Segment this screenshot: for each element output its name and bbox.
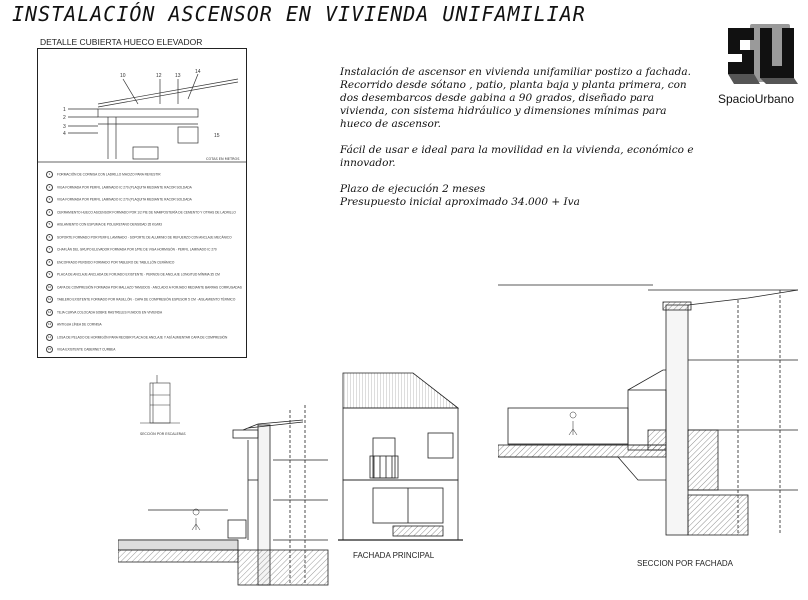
svg-text:13: 13 xyxy=(175,73,181,79)
legend-item xyxy=(46,284,242,291)
legend-item-text: VIGA FORMADA POR PERFIL LAMINADO IC 270 (PLAQUITA MEDIANTE RACOR SOLDADA xyxy=(57,184,192,189)
legend-item xyxy=(46,271,220,278)
legend-item-text: TABLERO EXISTENTE FORMADO POR RASILLÓN · CAPA DE COMPRESIÓN ESPESOR 5 CM · AISLAMIENTO TÉRMICO xyxy=(57,297,236,302)
description-deadline: Plazo de ejecución 2 meses xyxy=(340,183,486,195)
detail-panel xyxy=(37,48,247,358)
description-paragraph-1: Instalación de ascensor en vivienda unifamiliar postizo a fachada. Recorrido desde sótano , patio, planta baja y planta primera, con dos desembarcos desde gabina a 90 grados, diseñado para vivienda, con sistema hidráulico y dimensiones mínimas para hueco de ascensor. xyxy=(340,66,691,130)
legend-item xyxy=(46,221,162,228)
legend-item-text: PLACA DE ANCLAJE ANCLADA DE FORJADO EXISTENTE · PERNOS DE ANCLAJE LONGITUD MÍNIMA 35 CM xyxy=(57,272,220,277)
svg-text:4: 4 xyxy=(63,131,66,137)
legend-item-number: 13 xyxy=(47,322,52,326)
legend-item-number: 4 xyxy=(46,209,53,216)
svg-text:1: 1 xyxy=(63,107,66,113)
svg-text:2: 2 xyxy=(63,115,66,121)
legend-item-number: 8 xyxy=(46,259,53,266)
description-paragraph-2: Fácil de usar e ideal para la movilidad en la vivienda, económico e innovador. xyxy=(340,144,694,169)
left-section-drawing xyxy=(118,400,333,590)
legend-list xyxy=(38,167,246,357)
section-caption: SECCION POR FACHADA xyxy=(637,559,734,568)
legend-item-text: CERRAMIENTO HUECO ASCENSOR FORMADO POR 1/2 PIE DE MAMPOSTERÍA DE CEMENTO Y OTRAS DE LADRILLO xyxy=(57,209,236,214)
svg-text:12: 12 xyxy=(156,73,162,79)
legend-item xyxy=(46,334,227,341)
legend-item-number: 2 xyxy=(46,184,53,191)
legend-item-number: 11 xyxy=(47,297,52,301)
legend-item-text: VIGA EXISTENTE CABERNET CURBEA xyxy=(57,347,116,352)
legend-item-text: VIGA FORMADA POR PERFIL LAMINADO IC 270 (PLAQUITA MEDIANTE RACOR SOLDADA xyxy=(57,197,192,202)
page-title: INSTALACIÓN ASCENSOR EN VIVIENDA UNIFAMILIAR xyxy=(12,2,586,26)
legend-item-text: ENCOFRADO PERDIDO FORMADO POR TABLERO DE TABLILLÓN CERÁMICO xyxy=(57,259,175,264)
legend-item xyxy=(46,346,115,353)
legend-item xyxy=(46,184,192,191)
legend-item-text: FORMACIÓN DE CORNISA CON LADRILLO MACIZO PARA REVESTIR xyxy=(57,172,161,177)
legend-item-number: 14 xyxy=(47,334,52,339)
legend-item-number: 3 xyxy=(46,196,53,203)
svg-text:10: 10 xyxy=(120,73,126,79)
legend-item xyxy=(46,196,192,203)
svg-text:3: 3 xyxy=(63,124,66,130)
main-facade-drawing xyxy=(338,368,463,546)
legend-header: COTAS EN METROS xyxy=(206,157,240,161)
legend-item xyxy=(46,209,236,216)
detail-title: DETALLE CUBIERTA HUECO ELEVADOR xyxy=(40,37,203,47)
logo-text: SpacioUrbano xyxy=(718,92,795,106)
legend-item-number: 7 xyxy=(46,246,53,253)
legend-item-text: SOPORTE FORMADO POR PERFIL LAMINADO · SOPORTE DE ALUMINIO DE REFUERZO CON ANCLAJE MECÁNICO xyxy=(57,234,232,239)
legend-item-text: ANTIGUA LÍNEA DE CORNISA xyxy=(57,322,102,327)
description-budget: Presupuesto inicial aproximado 34.000 + Iva xyxy=(340,196,580,208)
legend-item-text: CAPA DE COMPRESIÓN FORMADA POR MALLAZO TAMUDOS · ANCLADO A FORJADO MEDIANTE BARRAS CORRUGADAS xyxy=(57,284,242,289)
legend-item-number: 6 xyxy=(46,234,53,241)
stair-section-caption: SECCIÓN POR ESCALERAS xyxy=(140,432,186,436)
facade-caption: FACHADA PRINCIPAL xyxy=(353,551,435,560)
legend-item-number: 15 xyxy=(47,347,52,351)
legend-item xyxy=(46,171,161,178)
legend-item-text: TEJA CURVA COLOCADA SOBRE RASTRELES FIJADOS EN VIVIENDA xyxy=(57,309,163,314)
legend-item-number: 1 xyxy=(46,171,53,178)
legend-item xyxy=(46,259,174,266)
legend-item-text: CHAFLÁN DEL GRUPO ELEVADOR FORMADA POR 1/PIE DE VIGA HORMIGÓN · PERFIL LAMINADO IC 270 xyxy=(57,247,217,252)
svg-text:14: 14 xyxy=(195,69,201,75)
legend-item-text: AISLAMIENTO CON ESPUMA DE POLIURETANO DENSIDAD 35 KG/M3 xyxy=(57,222,162,227)
legend-item-text: LOSA DE PELADO DE HORMIGÓN PARA RECIBIR PLACA DE ANCLAJE Y ASÍ AUMENTAR CAPA DE COMPRESIÓN xyxy=(57,334,228,339)
legend-item-number: 10 xyxy=(47,284,52,289)
legend-item-number: 12 xyxy=(47,309,52,314)
legend-item-number: 5 xyxy=(46,221,53,228)
legend-item xyxy=(46,309,162,316)
roof-detail-drawing xyxy=(38,49,246,164)
facade-section-drawing xyxy=(498,270,798,555)
svg-text:15: 15 xyxy=(214,133,220,139)
legend-item xyxy=(46,246,217,253)
legend-item xyxy=(46,296,235,303)
project-description xyxy=(340,66,700,209)
spaciourbano-logo-icon xyxy=(720,18,800,92)
legend-item xyxy=(46,321,102,328)
legend-item-number: 9 xyxy=(46,271,53,278)
legend-item xyxy=(46,234,232,241)
